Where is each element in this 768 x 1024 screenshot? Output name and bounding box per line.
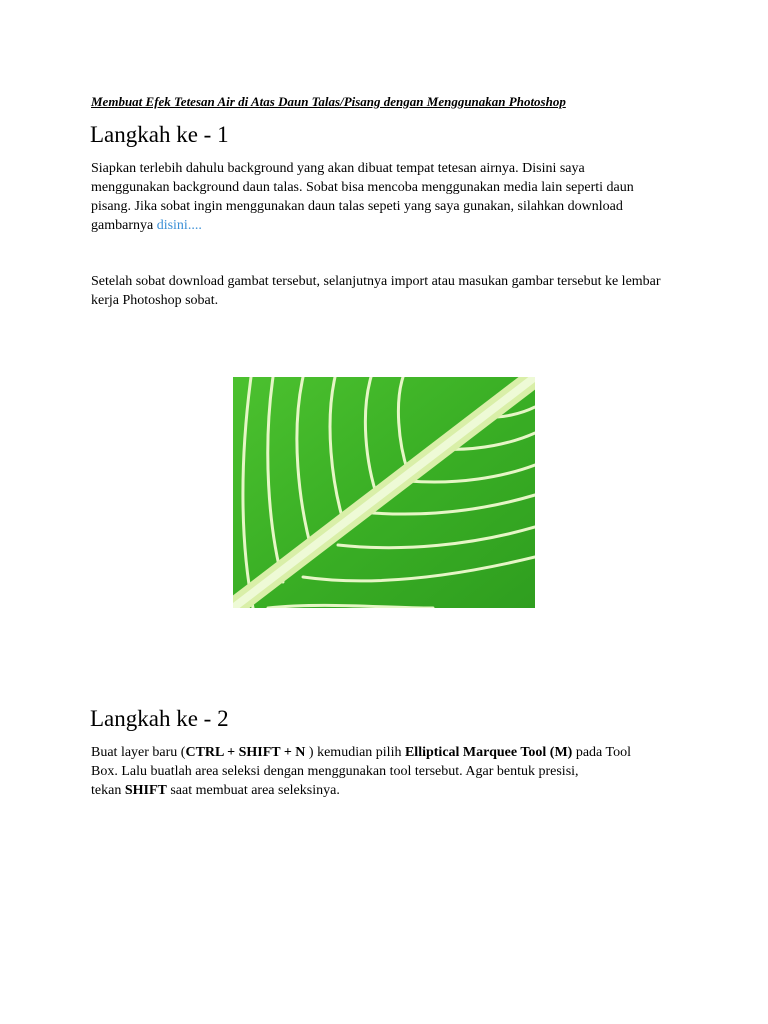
step-2-paragraph [91, 743, 691, 800]
para-line: Siapkan terlebih dahulu background yang akan dibuat tempat tetesan airnya. Disini saya [91, 161, 585, 176]
download-link[interactable]: disini.... [156, 218, 202, 233]
step-2-heading: Langkah ke - 2 [90, 706, 229, 731]
tool-name-text: Elliptical Marquee Tool (M) [404, 745, 573, 760]
text-segment: pada Tool [572, 745, 631, 760]
step-1-paragraph-1 [91, 159, 691, 235]
text-segment: saat membuat area seleksinya. [166, 783, 340, 798]
para-line: menggunakan background daun talas. Sobat bisa mencoba menggunakan media lain seperti daun [91, 180, 634, 195]
text-segment: ) kemudian pilih [305, 745, 405, 760]
leaf-image [233, 377, 535, 608]
text-segment: tekan [91, 783, 125, 798]
para-line: Setelah sobat download gambat tersebut, selanjutnya import atau masukan gambar tersebut ke lembar [91, 274, 661, 289]
para-line: kerja Photoshop sobat. [91, 293, 219, 308]
para-line: pisang. Jika sobat ingin menggunakan daun talas sepeti yang saya gunakan, silahkan download [91, 199, 623, 214]
document-title: Membuat Efek Tetesan Air di Atas Daun Talas/Pisang dengan Menggunakan Photoshop [91, 94, 566, 109]
step-1-paragraph-2 [91, 272, 691, 310]
shortcut-text: SHIFT [124, 783, 167, 798]
para-line: Box. Lalu buatlah area seleksi dengan menggunakan tool tersebut. Agar bentuk presisi, [91, 764, 579, 779]
leaf-illustration [233, 377, 535, 608]
shortcut-text: CTRL + SHIFT + N [185, 745, 306, 760]
text-segment: Buat layer baru ( [91, 745, 186, 760]
step-1-heading: Langkah ke - 1 [90, 122, 229, 147]
para-line: gambarnya [91, 218, 157, 233]
